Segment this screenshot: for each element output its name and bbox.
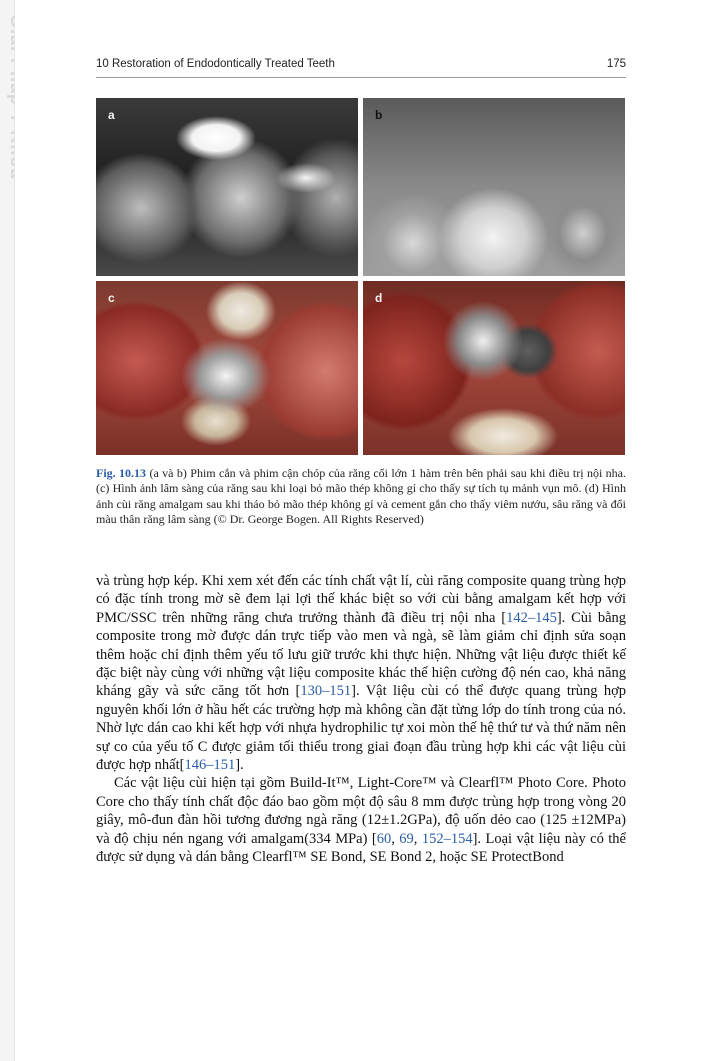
caption-text: (a và b) Phim cắn và phim cận chóp của răng cối lớn 1 hàm trên bên phải sau khi điều trị nội nha. (c) Hình ảnh lâm sàng của răng sau khi loại bỏ mão thép không gỉ cho thấy sự tích tụ mảnh vụn mô. (d) Hình ảnh cùi răng amalgam sau khi tháo bỏ mão thép không gỉ và cement gắn cho thấy viêm nướu, sâu răng và đổi màu thân răng lâm sàng (© Dr. George Bogen. All Rights Reserved) xyxy=(96,466,626,527)
panel-a-label: a xyxy=(108,108,115,122)
panel-b-label: b xyxy=(375,108,383,122)
figure-10-13 xyxy=(96,98,625,455)
citation-link[interactable]: 142–145 xyxy=(506,609,557,626)
figure-label: Fig. 10.13 xyxy=(96,466,147,480)
panel-d-clinical-photo xyxy=(363,281,625,455)
panel-c-label: c xyxy=(108,291,115,305)
paragraph-2-text-1: Các vật liệu cùi hiện tại gồm Build-It™, Light-Core™ và Clearfl™ Photo Core. Photo Core cho thấy tính chất độc đáo bao gồm một độ sâu 8 mm được trùng hợp trong vòng 20 giây, mô-đun đàn hồi tương đương ngà răng (12±1.2GPa), độ uốn dẻo cao (125 ±12MPa) và độ chịu nén ngang với amalgam(334 MPa) [ xyxy=(96,775,626,847)
paragraph-2 xyxy=(96,774,626,866)
citation-link[interactable]: 60 xyxy=(376,830,392,847)
citation-separator: , xyxy=(391,830,400,847)
paragraph-1-text-4: ]. xyxy=(235,757,244,774)
panel-b-periapical-radiograph xyxy=(363,98,625,276)
chapter-title: 10 Restoration of Endodontically Treated Teeth xyxy=(96,58,335,70)
citation-link[interactable]: 152–154 xyxy=(421,830,473,847)
panel-d-label: d xyxy=(375,291,383,305)
paragraph-1-text-1: và trùng hợp kép. Khi xem xét đến các tính chất vật lí, cùi răng composite quang trùng hợp có đặc tính trong mờ sẽ đem lại lợi thế khác biệt so với cùi bằng amalgam kết hợp với PMC/SSC trên những răng chưa trưởng thành đã điều trị nội nha [ xyxy=(96,573,626,626)
citation-link[interactable]: 130–151 xyxy=(300,683,352,700)
panel-c-clinical-photo xyxy=(96,281,358,455)
figure-caption xyxy=(96,466,626,528)
paragraph-1-text-3: ]. Vật liệu cùi có thể được quang trùng hợp nguyên khối lớn ở hầu hết các trường hợp mà không cần đặt từng lớp do tính trong của nó. Nhờ lực dán cao khi kết hợp với nhựa hydrophilic tự xoi mòn thế hệ thứ tư và thứ năm nên sự co của yếu tố C được giảm tối thiểu trong giai đoạn đầu trùng hợp khi các vật liệu cùi được hợp nhất[ xyxy=(96,683,626,774)
citation-link[interactable]: 146–151 xyxy=(184,757,236,774)
paragraph-2-text-2: ]. Loại vật liệu này có thể được sử dụng và dán bằng Clearfl™ SE Bond, SE Bond 2, hoặc SE ProtectBond xyxy=(96,830,626,866)
body-text xyxy=(96,572,626,867)
citation-separator: , xyxy=(413,830,422,847)
running-header xyxy=(96,58,626,70)
citation-link[interactable]: 69 xyxy=(399,830,414,847)
panel-a-bitewing-radiograph xyxy=(96,98,358,276)
page-number: 175 xyxy=(606,58,626,70)
paragraph-1-text-2: ]. Cùi bằng composite trong mờ được dán trực tiếp vào men và ngà, sẽ làm giảm chỉ định sửa soạn thêm hoặc chỉ định thêm yếu tố lưu giữ trước khi thực hiện. Những vật liệu được thiết kế đặc biệt này cùng với những vật liệu composite khác thể hiện cường độ nén cao, khả năng kháng gãy và sức căng tốt hơn [ xyxy=(96,609,627,700)
paragraph-1 xyxy=(96,572,626,774)
header-rule xyxy=(96,77,626,78)
